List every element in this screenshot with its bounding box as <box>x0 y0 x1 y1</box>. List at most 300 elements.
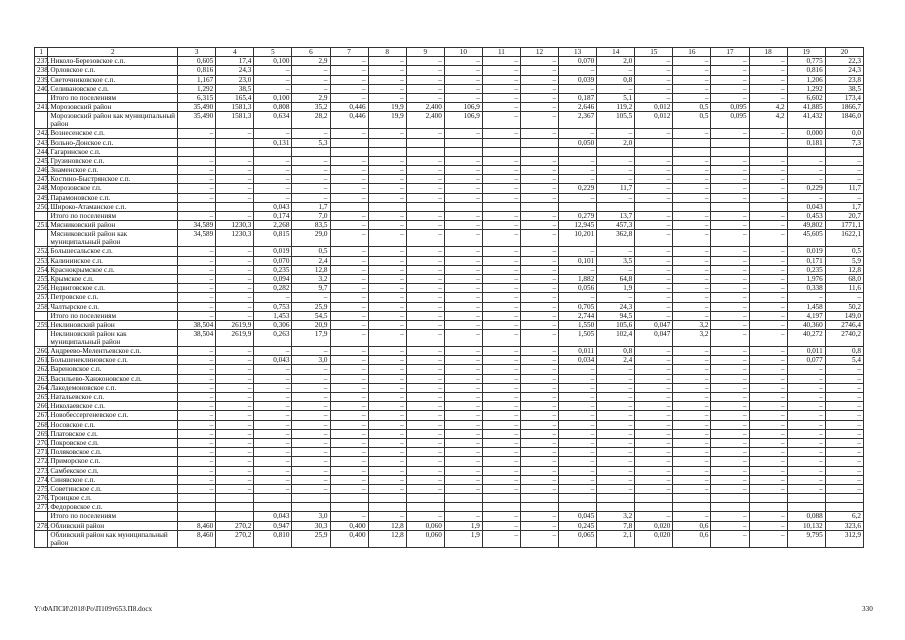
value-cell <box>597 494 635 503</box>
value-cell: 12,8 <box>368 530 406 547</box>
value-cell: – <box>520 193 558 202</box>
value-cell: – <box>711 265 749 274</box>
value-cell <box>406 202 444 211</box>
value-cell: – <box>216 429 254 438</box>
value-cell: – <box>825 466 863 475</box>
value-cell <box>330 147 368 156</box>
value-cell: – <box>216 129 254 138</box>
value-cell <box>597 202 635 211</box>
value-cell: – <box>444 466 482 475</box>
row-name-cell: Крымское с.п. <box>48 274 178 283</box>
row-name-cell: Обливский район <box>48 521 178 530</box>
value-cell: 1,882 <box>559 274 597 283</box>
value-cell: – <box>330 356 368 365</box>
row-name-cell: Самбекское с.п. <box>48 466 178 475</box>
value-cell: – <box>673 429 711 438</box>
value-cell: – <box>520 103 558 112</box>
value-cell: – <box>368 156 406 165</box>
value-cell: – <box>368 66 406 75</box>
value-cell: 9,795 <box>787 530 825 547</box>
value-cell: – <box>635 166 673 175</box>
value-cell: – <box>597 448 635 457</box>
value-cell: – <box>178 420 216 429</box>
value-cell: – <box>406 265 444 274</box>
value-cell: 0,5 <box>673 112 711 129</box>
value-cell: 0,077 <box>787 356 825 365</box>
value-cell: – <box>444 420 482 429</box>
value-cell: – <box>330 284 368 293</box>
value-cell: – <box>482 484 520 493</box>
value-cell: – <box>635 448 673 457</box>
value-cell: – <box>368 212 406 221</box>
value-cell: 0,171 <box>787 256 825 265</box>
value-cell: – <box>711 347 749 356</box>
value-cell: 22,3 <box>825 57 863 66</box>
value-cell: – <box>635 75 673 84</box>
value-cell: 12,8 <box>368 521 406 530</box>
value-cell: 0,047 <box>635 320 673 329</box>
value-cell: – <box>216 411 254 420</box>
value-cell <box>406 503 444 512</box>
table-row <box>35 212 864 221</box>
value-cell: – <box>520 293 558 302</box>
row-name-cell: Орловское с.п. <box>48 66 178 75</box>
value-cell: 40,272 <box>787 330 825 347</box>
value-cell: – <box>254 66 292 75</box>
value-cell: 2,0 <box>597 138 635 147</box>
row-number-cell: 274. <box>35 475 48 484</box>
value-cell: 1,550 <box>559 320 597 329</box>
value-cell: – <box>406 75 444 84</box>
value-cell: – <box>597 66 635 75</box>
value-cell: – <box>368 221 406 230</box>
value-cell <box>444 138 482 147</box>
value-cell: – <box>254 365 292 374</box>
value-cell: 20,9 <box>292 320 330 329</box>
value-cell: – <box>482 521 520 530</box>
value-cell: – <box>216 402 254 411</box>
value-cell: 5,1 <box>597 93 635 102</box>
value-cell: – <box>406 512 444 521</box>
value-cell: 270,2 <box>216 521 254 530</box>
value-cell: – <box>597 374 635 383</box>
table-row <box>35 112 864 129</box>
value-cell: – <box>749 457 787 466</box>
value-cell: 2,9 <box>292 93 330 102</box>
value-cell: – <box>368 330 406 347</box>
value-cell: 0,8 <box>597 75 635 84</box>
row-number-cell: 276. <box>35 494 48 503</box>
value-cell: – <box>787 457 825 466</box>
table-row <box>35 147 864 156</box>
value-cell: – <box>482 103 520 112</box>
value-cell: – <box>520 274 558 283</box>
value-cell: – <box>787 420 825 429</box>
value-cell: – <box>482 221 520 230</box>
row-number-cell: 242. <box>35 129 48 138</box>
value-cell: 54,5 <box>292 311 330 320</box>
value-cell: – <box>673 402 711 411</box>
value-cell: – <box>559 265 597 274</box>
value-cell: – <box>406 311 444 320</box>
value-cell: – <box>749 320 787 329</box>
row-number-cell: 237. <box>35 57 48 66</box>
value-cell: – <box>178 448 216 457</box>
value-cell: – <box>330 93 368 102</box>
value-cell: – <box>444 429 482 438</box>
value-cell: – <box>520 184 558 193</box>
value-cell: – <box>444 402 482 411</box>
value-cell: – <box>520 530 558 547</box>
value-cell: 270,2 <box>216 530 254 547</box>
row-name-cell: Вареновское с.п. <box>48 365 178 374</box>
value-cell: – <box>825 420 863 429</box>
value-cell: – <box>254 484 292 493</box>
table-row <box>35 93 864 102</box>
value-cell: – <box>368 75 406 84</box>
value-cell <box>597 503 635 512</box>
value-cell: – <box>635 221 673 230</box>
value-cell: – <box>673 393 711 402</box>
value-cell: – <box>635 175 673 184</box>
value-cell <box>216 494 254 503</box>
value-cell: 0,235 <box>254 265 292 274</box>
value-cell: – <box>597 365 635 374</box>
value-cell: – <box>749 484 787 493</box>
value-cell: – <box>711 429 749 438</box>
value-cell: – <box>787 166 825 175</box>
value-cell: – <box>559 448 597 457</box>
value-cell: – <box>444 129 482 138</box>
row-name-cell: Итого по поселениям <box>48 512 178 521</box>
value-cell: – <box>711 356 749 365</box>
row-number-cell: 240. <box>35 84 48 93</box>
value-cell: – <box>559 475 597 484</box>
value-cell: – <box>673 230 711 247</box>
value-cell: – <box>444 284 482 293</box>
value-cell: – <box>330 311 368 320</box>
value-cell: – <box>482 184 520 193</box>
header-cell: 1 <box>35 48 48 57</box>
value-cell: – <box>673 265 711 274</box>
value-cell: – <box>482 75 520 84</box>
value-cell: – <box>444 57 482 66</box>
value-cell: – <box>178 193 216 202</box>
value-cell: – <box>216 256 254 265</box>
value-cell: 25,9 <box>292 530 330 547</box>
document-page <box>34 47 864 548</box>
value-cell: – <box>825 193 863 202</box>
value-cell: 6,2 <box>825 512 863 521</box>
row-name-cell: Костино-Быстрянское с.п. <box>48 175 178 184</box>
table-row <box>35 530 864 547</box>
value-cell: – <box>444 84 482 93</box>
value-cell: – <box>292 383 330 392</box>
value-cell: 0,100 <box>254 93 292 102</box>
value-cell: – <box>330 320 368 329</box>
value-cell: 2619,9 <box>216 320 254 329</box>
value-cell: – <box>444 484 482 493</box>
value-cell: – <box>673 129 711 138</box>
value-cell: – <box>635 420 673 429</box>
value-cell <box>520 494 558 503</box>
value-cell: – <box>330 330 368 347</box>
value-cell: – <box>559 457 597 466</box>
row-name-cell: Новобессергеневское с.п. <box>48 411 178 420</box>
value-cell: 7,3 <box>825 138 863 147</box>
value-cell <box>559 202 597 211</box>
row-number-cell: 243. <box>35 138 48 147</box>
value-cell: 11,7 <box>597 184 635 193</box>
value-cell: – <box>711 75 749 84</box>
row-name-cell: Николо-Березовское с.п. <box>48 57 178 66</box>
table-row <box>35 156 864 165</box>
value-cell <box>749 494 787 503</box>
value-cell: – <box>597 393 635 402</box>
table-row <box>35 466 864 475</box>
header-cell: 9 <box>406 48 444 57</box>
value-cell: – <box>482 193 520 202</box>
value-cell: – <box>330 75 368 84</box>
value-cell: – <box>559 193 597 202</box>
value-cell: – <box>635 393 673 402</box>
value-cell: 0,043 <box>254 356 292 365</box>
row-number-cell: 255. <box>35 274 48 283</box>
value-cell: – <box>368 512 406 521</box>
table-row <box>35 521 864 530</box>
value-cell: – <box>292 393 330 402</box>
row-number-cell: 239. <box>35 75 48 84</box>
value-cell: 3,2 <box>673 320 711 329</box>
value-cell: – <box>368 448 406 457</box>
value-cell: – <box>292 175 330 184</box>
value-cell: 4,2 <box>749 103 787 112</box>
value-cell: – <box>635 356 673 365</box>
value-cell: – <box>406 383 444 392</box>
value-cell: – <box>673 256 711 265</box>
value-cell: – <box>292 293 330 302</box>
value-cell <box>292 494 330 503</box>
value-cell: – <box>330 230 368 247</box>
value-cell: 102,4 <box>597 330 635 347</box>
value-cell: – <box>520 484 558 493</box>
value-cell: 23,0 <box>216 75 254 84</box>
table-row <box>35 256 864 265</box>
value-cell: – <box>711 247 749 256</box>
value-cell: – <box>406 247 444 256</box>
value-cell: – <box>330 475 368 484</box>
value-cell <box>368 202 406 211</box>
value-cell: – <box>216 374 254 383</box>
value-cell: 17,4 <box>216 57 254 66</box>
value-cell <box>330 494 368 503</box>
value-cell: – <box>330 175 368 184</box>
value-cell: – <box>711 57 749 66</box>
value-cell: – <box>711 475 749 484</box>
row-number-cell: 260. <box>35 347 48 356</box>
value-cell: 2619,9 <box>216 330 254 347</box>
table-row <box>35 221 864 230</box>
value-cell: – <box>711 438 749 447</box>
value-cell: – <box>673 466 711 475</box>
row-number-cell: 270. <box>35 438 48 447</box>
value-cell <box>482 202 520 211</box>
value-cell: 11,6 <box>825 284 863 293</box>
value-cell: – <box>368 383 406 392</box>
value-cell: – <box>178 256 216 265</box>
value-cell: 2,4 <box>292 256 330 265</box>
value-cell: – <box>749 284 787 293</box>
value-cell: – <box>330 365 368 374</box>
value-cell: – <box>787 175 825 184</box>
footer-file-path: Y:\ФАПСИ\2018\Ро\П109т653.П8.docx <box>34 605 153 613</box>
value-cell: – <box>635 274 673 283</box>
value-cell: – <box>482 448 520 457</box>
value-cell: – <box>635 374 673 383</box>
value-cell: 0,011 <box>559 347 597 356</box>
value-cell: – <box>216 457 254 466</box>
value-cell: 19,9 <box>368 112 406 129</box>
value-cell: – <box>597 156 635 165</box>
value-cell: – <box>292 402 330 411</box>
row-name-cell: Морозовское г.п. <box>48 184 178 193</box>
value-cell <box>444 503 482 512</box>
value-cell: 0,446 <box>330 103 368 112</box>
row-name-cell: Знаменское с.п. <box>48 166 178 175</box>
value-cell: 1,7 <box>825 202 863 211</box>
value-cell: – <box>520 374 558 383</box>
value-cell: 0,816 <box>787 66 825 75</box>
value-cell: – <box>368 365 406 374</box>
value-cell: 38,5 <box>825 84 863 93</box>
row-number-cell: 257. <box>35 293 48 302</box>
value-cell: – <box>749 184 787 193</box>
value-cell: – <box>749 330 787 347</box>
value-cell: – <box>711 411 749 420</box>
value-cell: – <box>330 274 368 283</box>
value-cell: – <box>292 75 330 84</box>
value-cell: – <box>673 302 711 311</box>
value-cell: – <box>406 184 444 193</box>
value-cell: – <box>406 402 444 411</box>
value-cell: 0,095 <box>711 103 749 112</box>
value-cell <box>559 503 597 512</box>
value-cell: – <box>330 383 368 392</box>
value-cell: – <box>444 265 482 274</box>
value-cell: – <box>673 438 711 447</box>
value-cell <box>673 202 711 211</box>
value-cell: 5,9 <box>825 256 863 265</box>
value-cell: – <box>635 466 673 475</box>
value-cell: – <box>330 84 368 93</box>
value-cell <box>178 494 216 503</box>
value-cell: – <box>597 438 635 447</box>
row-number-cell: 264. <box>35 383 48 392</box>
value-cell: – <box>711 166 749 175</box>
value-cell: 0,019 <box>787 247 825 256</box>
value-cell: – <box>711 448 749 457</box>
value-cell: 0,6 <box>673 521 711 530</box>
value-cell: – <box>673 184 711 193</box>
value-cell: – <box>406 156 444 165</box>
value-cell: – <box>787 448 825 457</box>
value-cell <box>787 494 825 503</box>
value-cell: – <box>330 420 368 429</box>
value-cell: – <box>254 420 292 429</box>
value-cell <box>216 147 254 156</box>
value-cell: – <box>216 347 254 356</box>
value-cell: – <box>406 420 444 429</box>
value-cell: – <box>444 356 482 365</box>
value-cell <box>330 138 368 147</box>
value-cell: – <box>749 512 787 521</box>
value-cell: – <box>673 356 711 365</box>
value-cell: – <box>787 393 825 402</box>
value-cell: – <box>406 365 444 374</box>
row-number-cell: 263. <box>35 374 48 383</box>
value-cell: – <box>216 212 254 221</box>
value-cell: – <box>825 438 863 447</box>
value-cell: – <box>178 475 216 484</box>
value-cell: 106,9 <box>444 103 482 112</box>
value-cell: – <box>406 347 444 356</box>
value-cell: – <box>749 374 787 383</box>
value-cell: 12,945 <box>559 221 597 230</box>
value-cell: – <box>673 475 711 484</box>
value-cell: – <box>178 247 216 256</box>
value-cell: – <box>368 93 406 102</box>
value-cell: – <box>673 420 711 429</box>
table-row <box>35 457 864 466</box>
value-cell: – <box>406 484 444 493</box>
value-cell: – <box>292 374 330 383</box>
value-cell: – <box>597 84 635 93</box>
value-cell: – <box>749 438 787 447</box>
value-cell: – <box>406 411 444 420</box>
row-number-cell: 246. <box>35 166 48 175</box>
value-cell: – <box>711 184 749 193</box>
value-cell: – <box>292 411 330 420</box>
value-cell: – <box>368 247 406 256</box>
value-cell: – <box>482 374 520 383</box>
value-cell: 30,3 <box>292 521 330 530</box>
value-cell: – <box>559 466 597 475</box>
value-cell: – <box>482 156 520 165</box>
row-number-cell: 265. <box>35 393 48 402</box>
value-cell <box>368 147 406 156</box>
value-cell: – <box>216 274 254 283</box>
value-cell <box>254 503 292 512</box>
table-row <box>35 265 864 274</box>
value-cell: – <box>406 293 444 302</box>
value-cell: – <box>178 457 216 466</box>
value-cell: – <box>254 383 292 392</box>
value-cell: – <box>482 129 520 138</box>
value-cell: – <box>216 383 254 392</box>
value-cell: – <box>330 484 368 493</box>
value-cell: 3,0 <box>292 512 330 521</box>
value-cell: 0,043 <box>254 202 292 211</box>
value-cell: – <box>330 57 368 66</box>
value-cell: – <box>216 311 254 320</box>
value-cell: – <box>787 365 825 374</box>
value-cell: 28,2 <box>292 112 330 129</box>
value-cell: – <box>749 393 787 402</box>
value-cell: – <box>635 383 673 392</box>
value-cell: – <box>368 265 406 274</box>
value-cell: – <box>711 193 749 202</box>
value-cell: – <box>330 393 368 402</box>
